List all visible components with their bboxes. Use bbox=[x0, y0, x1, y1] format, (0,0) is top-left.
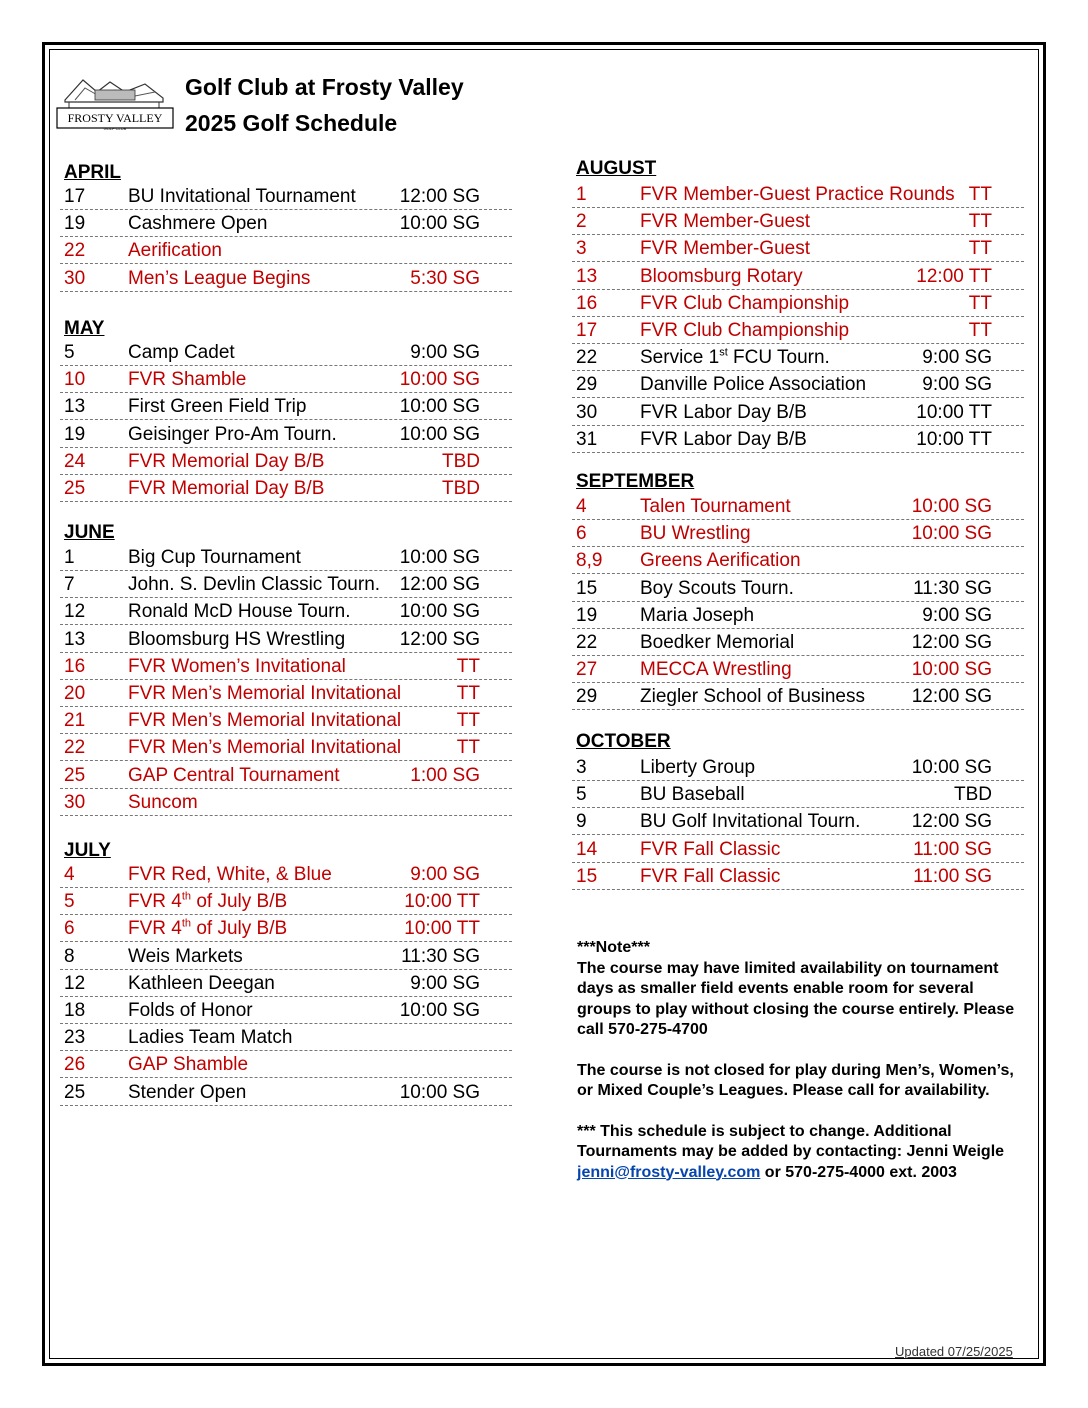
schedule-row bbox=[60, 970, 512, 997]
event-name: FVR Memorial Day B/B bbox=[128, 478, 325, 499]
schedule-row bbox=[60, 1079, 512, 1106]
event-name: FVR Red, White, & Blue bbox=[128, 864, 332, 885]
event-name: Ladies Team Match bbox=[128, 1027, 293, 1049]
schedule-row bbox=[60, 1024, 512, 1051]
schedule-row bbox=[572, 399, 1024, 426]
month-heading-august: AUGUST bbox=[576, 158, 657, 179]
schedule-row bbox=[60, 366, 512, 393]
event-date: 18 bbox=[64, 1000, 86, 1021]
event-date: 12 bbox=[64, 601, 86, 623]
event-date: 6 bbox=[576, 523, 587, 545]
schedule-row bbox=[60, 475, 512, 502]
schedule-row bbox=[60, 915, 512, 942]
schedule-row bbox=[572, 656, 1024, 683]
schedule-row bbox=[60, 943, 512, 970]
event-date: 22 bbox=[576, 632, 598, 653]
event-date: 8 bbox=[64, 945, 75, 967]
event-name: John. S. Devlin Classic Tourn. bbox=[128, 574, 381, 596]
event-time: 10:00 SG bbox=[399, 1081, 480, 1103]
event-date: 13 bbox=[64, 396, 86, 418]
event-name: Suncom bbox=[128, 791, 198, 813]
event-name: Stender Open bbox=[128, 1081, 247, 1103]
event-time: 9:00 SG bbox=[410, 972, 480, 994]
event-name: Geisinger Pro-Am Tourn. bbox=[128, 423, 337, 445]
event-time: 11:00 SG bbox=[913, 838, 992, 860]
event-date: 24 bbox=[64, 450, 86, 472]
event-name: Boedker Memorial bbox=[640, 632, 795, 653]
schedule-row bbox=[572, 629, 1024, 656]
schedule-row bbox=[60, 210, 512, 237]
event-name: FVR Men’s Memorial Invitational bbox=[128, 710, 402, 732]
event-time: TT bbox=[968, 238, 992, 260]
event-date: 26 bbox=[64, 1054, 86, 1076]
schedule-row bbox=[60, 734, 512, 761]
event-date: 22 bbox=[64, 737, 86, 759]
event-date: 17 bbox=[64, 186, 86, 207]
event-name: Aerification bbox=[128, 240, 222, 262]
schedule-row bbox=[572, 602, 1024, 629]
event-name: BU Invitational Tournament bbox=[128, 186, 356, 207]
event-time: TT bbox=[968, 211, 992, 233]
event-time: 12:00 SG bbox=[911, 811, 992, 833]
schedule-row bbox=[60, 421, 512, 448]
event-name: FVR Fall Classic bbox=[640, 865, 781, 887]
svg-text:GOLF CLUB: GOLF CLUB bbox=[103, 126, 127, 131]
event-date: 19 bbox=[64, 423, 86, 445]
event-time: TBD bbox=[442, 478, 480, 499]
schedule-row bbox=[572, 781, 1024, 808]
event-time: TT bbox=[968, 292, 992, 314]
event-name: FVR Shamble bbox=[128, 369, 247, 391]
event-date: 22 bbox=[64, 240, 86, 262]
event-time: TT bbox=[456, 710, 480, 732]
event-time: 9:00 SG bbox=[410, 864, 480, 885]
notes-section bbox=[577, 938, 1017, 1203]
event-time: TT bbox=[456, 737, 480, 759]
schedule-row bbox=[572, 836, 1024, 863]
schedule-row bbox=[60, 265, 512, 292]
month-heading-june: JUNE bbox=[64, 522, 115, 543]
event-name: Men’s League Begins bbox=[128, 267, 311, 289]
event-name: Maria Joseph bbox=[640, 604, 755, 626]
email-link[interactable]: jenni@frosty-valley.com bbox=[577, 1163, 761, 1181]
schedule-title: 2025 Golf Schedule bbox=[185, 110, 398, 136]
schedule-row bbox=[572, 235, 1024, 262]
schedule-row bbox=[572, 863, 1024, 890]
event-name: Folds of Honor bbox=[128, 1000, 253, 1021]
event-date: 4 bbox=[64, 864, 75, 885]
event-date: 9 bbox=[576, 811, 587, 833]
event-date: 5 bbox=[576, 784, 587, 806]
event-date: 2 bbox=[576, 211, 587, 233]
event-time: 5:30 SG bbox=[410, 267, 480, 289]
event-date: 13 bbox=[64, 628, 86, 650]
event-time: 10:00 TT bbox=[404, 918, 480, 940]
schedule-row bbox=[60, 237, 512, 264]
event-date: 19 bbox=[64, 213, 86, 235]
event-name: MECCA Wrestling bbox=[640, 659, 792, 681]
schedule-row bbox=[572, 263, 1024, 290]
event-date: 27 bbox=[576, 659, 598, 681]
month-heading-july: JULY bbox=[64, 840, 111, 861]
event-name: FVR Member-Guest Practice Rounds bbox=[640, 184, 955, 205]
event-name: FVR 4th of July B/B bbox=[128, 918, 288, 940]
schedule-row bbox=[60, 339, 512, 366]
event-time: TT bbox=[968, 320, 992, 341]
event-date: 10 bbox=[64, 369, 86, 391]
event-date: 5 bbox=[64, 891, 75, 913]
event-time: 10:00 SG bbox=[399, 213, 480, 235]
club-title: Golf Club at Frosty Valley bbox=[185, 74, 464, 100]
event-name: FVR Club Championship bbox=[640, 320, 850, 341]
event-name: Danville Police Association bbox=[640, 374, 867, 396]
event-time: 10:00 SG bbox=[399, 369, 480, 391]
event-date: 1 bbox=[64, 547, 75, 568]
event-time: 11:30 SG bbox=[401, 945, 480, 967]
event-date: 20 bbox=[64, 683, 86, 704]
event-time: TT bbox=[968, 184, 992, 205]
event-date: 22 bbox=[576, 347, 598, 369]
schedule-row bbox=[60, 626, 512, 653]
schedule-row bbox=[60, 997, 512, 1024]
event-date: 30 bbox=[576, 401, 598, 423]
event-name: FVR Labor Day B/B bbox=[640, 428, 807, 450]
event-time: 10:00 TT bbox=[916, 401, 992, 423]
schedule-row bbox=[572, 344, 1024, 371]
event-name: FVR Member-Guest bbox=[640, 238, 810, 260]
event-date: 29 bbox=[576, 374, 598, 396]
event-time: 1:00 SG bbox=[410, 764, 480, 786]
event-name: FVR Men’s Memorial Invitational bbox=[128, 683, 402, 704]
event-name: FVR Club Championship bbox=[640, 292, 850, 314]
event-name: Talen Tournament bbox=[640, 496, 791, 517]
club-logo bbox=[55, 72, 175, 132]
event-name: First Green Field Trip bbox=[128, 396, 307, 418]
event-name: FVR Women’s Invitational bbox=[128, 655, 346, 677]
schedule-row bbox=[60, 393, 512, 420]
event-date: 12 bbox=[64, 972, 86, 994]
event-name: Service 1st FCU Tourn. bbox=[640, 346, 830, 369]
notes-availability: The course may have limited availability on tournament days as smaller field events enable room for several groups to play without closing the course entirely. Please call 570-275-4700 bbox=[577, 959, 1015, 1038]
event-time: 10:00 TT bbox=[916, 428, 992, 450]
event-date: 13 bbox=[576, 265, 598, 287]
event-name: BU Baseball bbox=[640, 784, 745, 806]
notes-contact: *** This schedule is subject to change. Additional Tournaments may be added by contacting: Jenni Weigle jenni@frosty-valley.com or 570-275-4000 ext. 2003 bbox=[577, 1122, 1005, 1181]
event-name: Ronald McD House Tourn. bbox=[128, 601, 351, 623]
event-time: 9:00 SG bbox=[922, 374, 992, 396]
schedule-row bbox=[60, 183, 512, 210]
event-time: 11:00 SG bbox=[913, 865, 992, 887]
schedule-row bbox=[572, 290, 1024, 317]
event-date: 16 bbox=[64, 655, 86, 677]
event-time: 10:00 SG bbox=[911, 659, 992, 681]
schedule-row bbox=[60, 448, 512, 475]
event-time: 12:00 SG bbox=[911, 686, 992, 708]
event-date: 16 bbox=[576, 292, 598, 314]
event-time: TT bbox=[456, 683, 480, 704]
updated-date: Updated 07/25/2025 bbox=[895, 1344, 1013, 1359]
schedule-row bbox=[60, 789, 512, 816]
event-name: FVR Member-Guest bbox=[640, 211, 810, 233]
event-time: 12:00 SG bbox=[399, 574, 480, 596]
schedule-row bbox=[572, 493, 1024, 520]
event-name: Greens Aerification bbox=[640, 550, 801, 572]
event-time: TBD bbox=[954, 784, 992, 806]
event-date: 21 bbox=[64, 710, 86, 732]
event-time: 10:00 TT bbox=[404, 891, 480, 913]
schedule-row bbox=[60, 571, 512, 598]
month-heading-september: SEPTEMBER bbox=[576, 471, 695, 492]
event-name: GAP Central Tournament bbox=[128, 764, 340, 786]
event-name: FVR Memorial Day B/B bbox=[128, 450, 325, 472]
event-name: Ziegler School of Business bbox=[640, 686, 865, 708]
event-date: 15 bbox=[576, 865, 598, 887]
event-name: Bloomsburg HS Wrestling bbox=[128, 628, 346, 650]
schedule-row bbox=[572, 181, 1024, 208]
event-date: 23 bbox=[64, 1027, 86, 1049]
event-time: 12:00 TT bbox=[916, 265, 992, 287]
schedule-row bbox=[572, 754, 1024, 781]
event-name: FVR Fall Classic bbox=[640, 838, 781, 860]
event-date: 7 bbox=[64, 574, 75, 596]
schedule-row bbox=[60, 888, 512, 915]
event-date: 1 bbox=[576, 184, 587, 205]
event-time: 9:00 SG bbox=[410, 342, 480, 363]
event-date: 19 bbox=[576, 604, 598, 626]
event-time: 10:00 SG bbox=[399, 547, 480, 568]
event-name: Bloomsburg Rotary bbox=[640, 265, 803, 287]
event-date: 3 bbox=[576, 757, 587, 778]
event-date: 25 bbox=[64, 1081, 86, 1103]
event-time: 10:00 SG bbox=[399, 1000, 480, 1021]
event-time: TT bbox=[456, 655, 480, 677]
event-time: 9:00 SG bbox=[922, 604, 992, 626]
event-date: 17 bbox=[576, 320, 598, 341]
month-heading-april: APRIL bbox=[64, 162, 121, 183]
event-name: Cashmere Open bbox=[128, 213, 268, 235]
event-name: FVR Labor Day B/B bbox=[640, 401, 807, 423]
schedule-row bbox=[572, 808, 1024, 835]
event-name: Liberty Group bbox=[640, 757, 756, 778]
event-date: 14 bbox=[576, 838, 598, 860]
event-date: 29 bbox=[576, 686, 598, 708]
event-date: 3 bbox=[576, 238, 587, 260]
event-date: 31 bbox=[576, 428, 598, 450]
schedule-row bbox=[572, 547, 1024, 574]
event-date: 5 bbox=[64, 342, 75, 363]
event-time: 12:00 SG bbox=[911, 632, 992, 653]
event-time: 9:00 SG bbox=[922, 347, 992, 369]
notes-heading: ***Note*** bbox=[577, 939, 650, 956]
schedule-row bbox=[60, 861, 512, 888]
event-name: Camp Cadet bbox=[128, 342, 235, 363]
svg-text:FROSTY VALLEY: FROSTY VALLEY bbox=[67, 111, 163, 125]
event-date: 8,9 bbox=[576, 550, 603, 572]
event-date: 25 bbox=[64, 764, 86, 786]
event-name: Big Cup Tournament bbox=[128, 547, 301, 568]
event-date: 4 bbox=[576, 496, 587, 517]
event-name: Boy Scouts Tourn. bbox=[640, 577, 794, 599]
event-time: 12:00 SG bbox=[399, 628, 480, 650]
event-time: 10:00 SG bbox=[911, 496, 992, 517]
event-time: 11:30 SG bbox=[913, 577, 992, 599]
event-name: FVR Men’s Memorial Invitational bbox=[128, 737, 402, 759]
event-name: Kathleen Deegan bbox=[128, 972, 275, 994]
event-date: 30 bbox=[64, 267, 86, 289]
month-heading-may: MAY bbox=[64, 318, 105, 339]
schedule-row bbox=[572, 683, 1024, 710]
event-name: BU Golf Invitational Tourn. bbox=[640, 811, 861, 833]
schedule-row bbox=[572, 317, 1024, 344]
event-name: Weis Markets bbox=[128, 945, 243, 967]
schedule-row bbox=[572, 426, 1024, 453]
schedule-row bbox=[572, 208, 1024, 235]
event-time: 10:00 SG bbox=[399, 423, 480, 445]
schedule-row bbox=[60, 598, 512, 625]
event-time: 12:00 SG bbox=[399, 186, 480, 207]
event-date: 30 bbox=[64, 791, 86, 813]
schedule-row bbox=[572, 371, 1024, 398]
schedule-row bbox=[572, 575, 1024, 602]
schedule-row bbox=[60, 653, 512, 680]
schedule-row bbox=[60, 544, 512, 571]
schedule-row bbox=[60, 762, 512, 789]
schedule-row bbox=[60, 680, 512, 707]
event-time: TBD bbox=[442, 450, 480, 472]
event-date: 15 bbox=[576, 577, 598, 599]
event-time: 10:00 SG bbox=[399, 396, 480, 418]
event-name: BU Wrestling bbox=[640, 523, 751, 545]
schedule-row bbox=[572, 520, 1024, 547]
event-date: 25 bbox=[64, 478, 86, 499]
event-time: 10:00 SG bbox=[911, 523, 992, 545]
schedule-row bbox=[60, 707, 512, 734]
event-name: GAP Shamble bbox=[128, 1054, 249, 1076]
schedule-row bbox=[60, 1051, 512, 1078]
month-heading-october: OCTOBER bbox=[576, 731, 671, 752]
event-name: FVR 4th of July B/B bbox=[128, 890, 288, 913]
notes-leagues: The course is not closed for play during Men’s, Women’s, or Mixed Couple’s Leagues. Please call for availability. bbox=[577, 1061, 1014, 1099]
event-time: 10:00 SG bbox=[399, 601, 480, 623]
event-date: 6 bbox=[64, 918, 75, 940]
event-time: 10:00 SG bbox=[911, 757, 992, 778]
